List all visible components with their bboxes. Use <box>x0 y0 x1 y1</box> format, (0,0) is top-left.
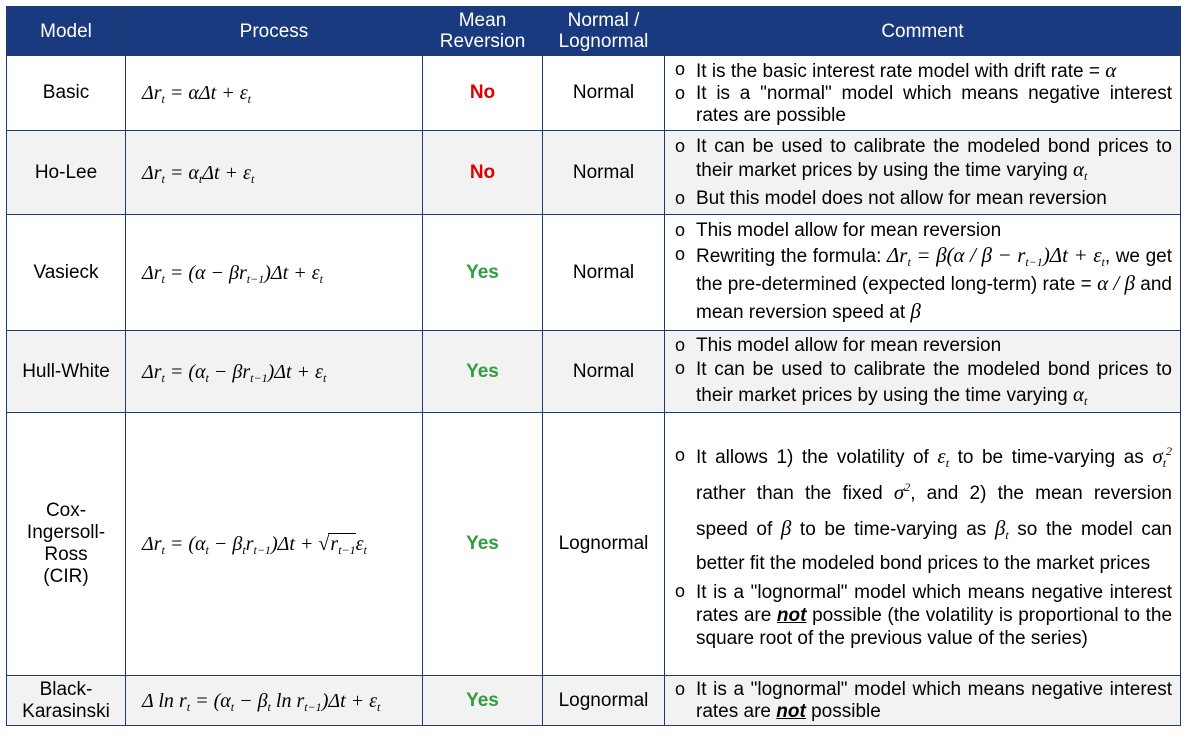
distribution-value: Normal <box>543 331 665 413</box>
distribution-value: Normal <box>543 215 665 331</box>
comment-bullet: o It is the basic interest rate model with drift rate = α <box>675 59 1172 83</box>
comment-bullet: o It is a "lognormal" model which means negative interest rates are not possible (the volatility is proportional to the square root of the previous value of the series) <box>675 581 1172 650</box>
comment-bullet: o It can be used to calibrate the modeled bond prices to their market prices by using the time varying $\alpha_t$ <box>675 136 1172 182</box>
mean-reversion-value: Yes <box>423 676 543 726</box>
distribution-value: Lognormal <box>543 413 665 676</box>
header-process: Process <box>126 7 423 56</box>
table-row-basic <box>7 56 1181 131</box>
mean-reversion-value: Yes <box>423 215 543 331</box>
table-row-cir <box>7 413 1181 676</box>
distribution-value: Normal <box>543 131 665 215</box>
table-row-hull-white <box>7 331 1181 413</box>
header-normal-lognormal: Normal / Lognormal <box>543 7 665 56</box>
mean-reversion-value: Yes <box>423 413 543 676</box>
header-row <box>7 7 1181 56</box>
process-formula: $\Delta r_t = \alpha\Delta t + \varepsilon_t$ <box>126 56 423 131</box>
mean-reversion-value: No <box>423 131 543 215</box>
model-name: Ho-Lee <box>7 131 126 215</box>
comment-bullet: o Rewriting the formula: $\Delta r_t = \beta(\alpha / \beta - r_{t-1})\Delta t + \varepsilon_t$, we get the pre-determined (expected long-term) rate = α / β and mean reversion speed at β <box>675 242 1172 326</box>
comment-bullet: o It is a "normal" model which means negative interest rates are possible <box>675 83 1172 127</box>
process-formula: Δ $\ln r_t = (\alpha_t - \beta_t$ $\ln r_{t-1})\Delta t + \varepsilon_t$ <box>126 676 423 726</box>
comment-bullet: o It allows 1) the volatility of $\varepsilon_t$ to be time-varying as $\sigma_t^2$ rather than the fixed $\sigma^2$, and 2) the mean reversion speed of β to be time-varying as $\beta_t$ so the model can better fit the modeled bond prices to the market prices <box>675 439 1172 581</box>
mean-reversion-value: Yes <box>423 331 543 413</box>
comment-bullet: o This model allow for mean reversion <box>675 220 1172 242</box>
model-name: Vasieck <box>7 215 126 331</box>
model-name: Hull-White <box>7 331 126 413</box>
mean-reversion-value: No <box>423 56 543 131</box>
comment-cell <box>665 413 1181 676</box>
emphasis-not: not <box>776 700 806 722</box>
comment-cell <box>665 331 1181 413</box>
header-comment: Comment <box>665 7 1181 56</box>
header-mean-reversion: Mean Reversion <box>423 7 543 56</box>
process-formula: $\Delta r_t = (\alpha - \beta r_{t-1})\Delta t + \varepsilon_t$ <box>126 215 423 331</box>
interest-rate-models-table <box>6 6 1181 726</box>
distribution-value: Lognormal <box>543 676 665 726</box>
process-formula: $\Delta r_t = \alpha_t\Delta t + \varepsilon_t$ <box>126 131 423 215</box>
comment-bullet: o This model allow for mean reversion <box>675 335 1172 357</box>
table-row-black-karasinski <box>7 676 1181 726</box>
comment-bullet: o It can be used to calibrate the modeled bond prices to their market prices by using the time varying $\alpha_t$ <box>675 357 1172 408</box>
emphasis-not: not <box>776 604 807 626</box>
comment-cell <box>665 215 1181 331</box>
model-name: Cox- Ingersoll- Ross (CIR) <box>7 413 126 676</box>
comment-cell <box>665 131 1181 215</box>
comment-bullet: o But this model does not allow for mean reversion <box>675 188 1172 210</box>
distribution-value: Normal <box>543 56 665 131</box>
process-formula: $\Delta r_t = (\alpha_t - \beta r_{t-1})\Delta t + \varepsilon_t$ <box>126 331 423 413</box>
process-formula: $\Delta r_t = (\alpha_t - \beta_tr_{t-1})\Delta t + √r_{t-1}\varepsilon_t$ <box>126 413 423 676</box>
header-model: Model <box>7 7 126 56</box>
comment-bullet: o It is a "lognormal" model which means negative interest rates are not possible <box>675 679 1172 723</box>
model-name: Black- Karasinski <box>7 676 126 726</box>
comment-cell <box>665 56 1181 131</box>
model-name: Basic <box>7 56 126 131</box>
comment-cell <box>665 676 1181 726</box>
table-row-ho-lee <box>7 131 1181 215</box>
table-row-vasieck <box>7 215 1181 331</box>
